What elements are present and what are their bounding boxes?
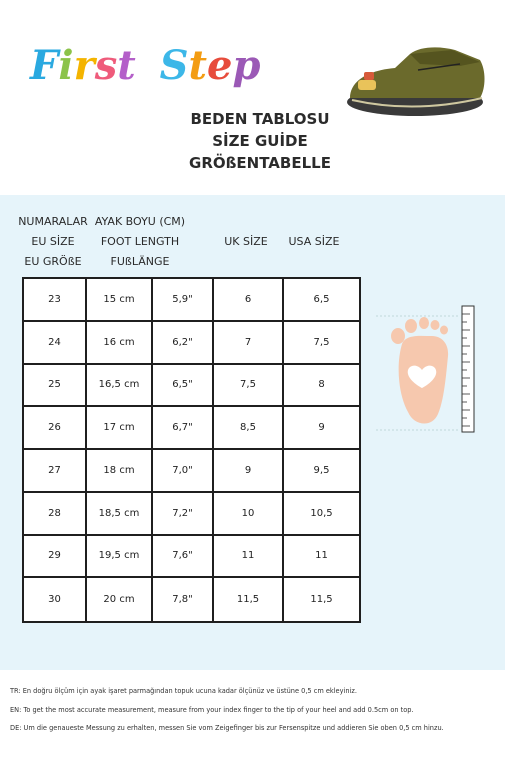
foot-measure-illustration <box>376 304 486 436</box>
cell-foot-length-cm: 16 cm <box>87 322 153 363</box>
cell-uk-size: 8,5 <box>214 407 284 448</box>
cell-uk-size: 10 <box>214 493 284 534</box>
header <box>0 0 505 195</box>
cell-uk-size: 7,5 <box>214 365 284 406</box>
table-row <box>24 493 359 536</box>
cell-uk-size: 9 <box>214 450 284 491</box>
cell-foot-length-inch: 7,0" <box>153 450 214 491</box>
cell-usa-size: 7,5 <box>313 336 330 348</box>
cell-eu-size: 25 <box>24 365 87 406</box>
cell-foot-length-cm: 18,5 cm <box>87 493 153 534</box>
foot-icon <box>391 317 448 424</box>
cell-usa-size: 11,5 <box>310 594 333 606</box>
cell-usa-size: 9,5 <box>313 464 330 476</box>
table-row <box>24 279 359 322</box>
cell-eu-size: 26 <box>24 407 87 448</box>
cell-uk-size: 7 <box>214 322 284 363</box>
cell-foot-length-inch: 5,9" <box>153 279 214 320</box>
cell-eu-size: 23 <box>24 279 87 320</box>
table-row <box>24 450 359 493</box>
cell-foot-length-cm: 19,5 cm <box>87 536 153 577</box>
title-tr: BEDEN TABLOSU <box>190 110 330 128</box>
cell-foot-length-cm: 17 cm <box>87 407 153 448</box>
column-header-uk: UK SİZE <box>224 235 268 248</box>
cell-eu-size: 27 <box>24 450 87 491</box>
cell-foot-length-cm: 15 cm <box>87 279 153 320</box>
cell-usa-size: 8 <box>318 379 325 391</box>
table-row <box>24 322 359 365</box>
column-header-usa: USA SİZE <box>288 235 340 248</box>
cell-usa-size: 11 <box>315 550 328 562</box>
title-de: GRÖßENTABELLE <box>189 154 331 172</box>
note-tr: TR: En doğru ölçüm için ayak işaret parmağından topuk ucuna kadar ölçünüz ve üstüne 0,5 cm ekleyiniz. <box>10 687 357 695</box>
cell-foot-length-inch: 6,5" <box>153 365 214 406</box>
column-header-eu: NUMARALAR EU SİZE EU GRÖßE <box>18 215 88 268</box>
shoe-image <box>340 40 490 120</box>
note-de: DE: Um die genaueste Messung zu erhalten, messen Sie vom Zeigefinger bis zur Fersenspitze und addieren Sie oben 0,5 cm hinzu. <box>10 724 444 732</box>
table-row <box>24 578 359 621</box>
cell-foot-length-cm: 20 cm <box>87 578 153 621</box>
ruler <box>462 306 474 432</box>
size-table <box>22 277 361 623</box>
chart-titles <box>160 108 360 174</box>
table-row <box>24 365 359 408</box>
brand-logo: First Step <box>30 42 261 89</box>
cell-foot-length-cm: 18 cm <box>87 450 153 491</box>
cell-uk-size: 11 <box>214 536 284 577</box>
cell-foot-length-inch: 6,2" <box>153 322 214 363</box>
note-en: EN: To get the most accurate measurement, measure from your index finger to the tip of your heel and add 0.5cm on top. <box>10 706 414 714</box>
cell-usa-size: 6,5 <box>313 293 330 305</box>
cell-usa-size: 10,5 <box>310 507 333 519</box>
title-en: SİZE GUİDE <box>212 132 308 150</box>
cell-foot-length-cm: 16,5 cm <box>87 365 153 406</box>
cell-foot-length-inch: 6,7" <box>153 407 214 448</box>
cell-uk-size: 6 <box>214 279 284 320</box>
table-row <box>24 536 359 579</box>
cell-eu-size: 28 <box>24 493 87 534</box>
cell-foot-length-inch: 7,8" <box>153 578 214 621</box>
column-header-foot-length: AYAK BOYU (CM) FOOT LENGTH FUßLÄNGE <box>94 215 186 268</box>
table-row <box>24 407 359 450</box>
cell-eu-size: 24 <box>24 322 87 363</box>
cell-foot-length-inch: 7,2" <box>153 493 214 534</box>
cell-eu-size: 30 <box>24 578 87 621</box>
cell-foot-length-inch: 7,6" <box>153 536 214 577</box>
cell-uk-size: 11,5 <box>214 578 284 621</box>
cell-eu-size: 29 <box>24 536 87 577</box>
cell-usa-size: 9 <box>318 422 325 434</box>
